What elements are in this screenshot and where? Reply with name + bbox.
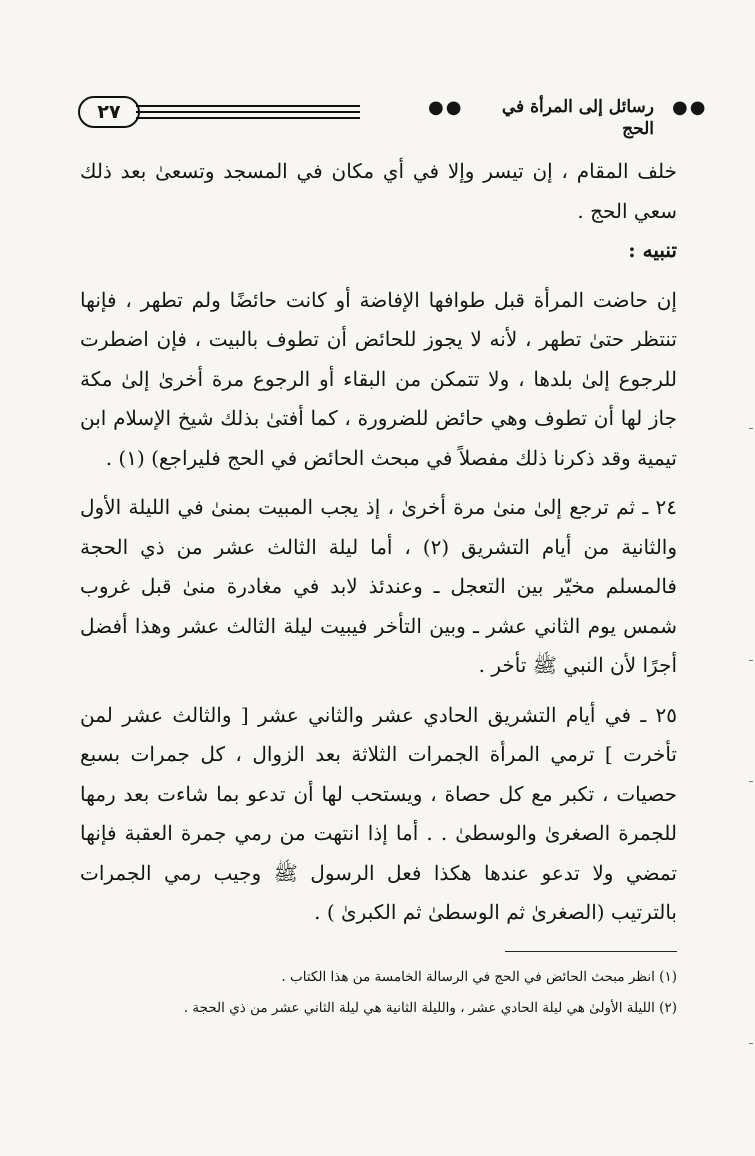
margin-tick [749,781,753,782]
footnote-1: (١) انظر مبحث الحائض في الحج في الرسالة الخامسة من هذا الكتاب . [281,969,677,985]
margin-tick [749,1043,753,1044]
footnotes [80,962,677,1024]
header-dots-ornament: ●● [428,97,464,118]
running-title: رسائل إلى المرأة في الحج [501,97,654,139]
margin-tick [749,428,753,429]
paragraph-continuation: خلف المقام ، إن تيسر وإلا في أي مكان في المسجد وتسعىٰ بعد ذلك سعي الحج . [80,159,677,223]
page-number: ٢٧ [78,96,140,128]
page-header [74,96,708,139]
paragraph-item-24: ٢٤ ـ ثم ترجع إلىٰ منىٰ مرة أخرىٰ ، إذ يجب المبيت بمنىٰ في الليلة الأول والثانية من أيام التشريق (٢) ، أما ليلة الثالث عشر من ذي الحجة فالمسلم مخيّر بين التعجل ـ وعندئذ لابد في مغادرة منىٰ قبل غروب شمس يوم الثاني عشر ـ وبين التأخر فيبيت ليلة الثالث عشر وهذا أفضل أجرًا لأن النبي ﷺ تأخر . [80,495,677,677]
margin-tick [749,660,753,661]
header-rule [136,117,360,119]
notice-heading: تنبيه : [628,238,677,262]
footnote-separator [505,951,677,952]
header-rule [136,111,360,113]
header-dots-ornament: ●● [672,97,708,118]
footnote-2: (٢) الليلة الأولىٰ هي ليلة الحادي عشر ، والليلة الثانية هي ليلة الثاني عشر من ذي الحجة . [183,1000,677,1016]
header-rule [136,105,360,107]
paragraph-item-25: ٢٥ ـ في أيام التشريق الحادي عشر والثاني عشر [ والثالث عشر لمن تأخرت ] ترمي المرأة الجمرات الثلاثة بعد الزوال ، كل جمرات بسبع حصيات ، تكبر مع كل حصاة ، ويستحب لها أن تدعو بما شاءت بعد رمها للجمرة الصغرىٰ والوسطىٰ . . أما إذا انتهت من رمي جمرة العقبة فإنها تمضي ولا تدعو عندها هكذا فعل الرسول ﷺ وجيب رمي الجمرات بالترتيب (الصغرىٰ ثم الوسطىٰ ثم الكبرىٰ ) . [80,702,677,924]
paragraph-menstruation-ruling: إن حاضت المرأة قبل طوافها الإفاضة أو كانت حائضًا ولم تطهر ، فإنها تنتظر حتىٰ تطهر ، لأنه لا يجوز للحائض أن تطوف بالبيت ، فإن اضطرت للرجوع إلىٰ بلدها ، ولا تتمكن من البقاء أو الرجوع مرة أخرىٰ إلىٰ مكة جاز لها أن تطوف وهي حائض للضرورة ، كما أفتىٰ بذلك شيخ الإسلام ابن تيمية وقد ذكرنا ذلك مفصلاً في مبحث الحائض في الحج فليراجع) (١) . [80,287,677,470]
page-body [80,152,677,933]
